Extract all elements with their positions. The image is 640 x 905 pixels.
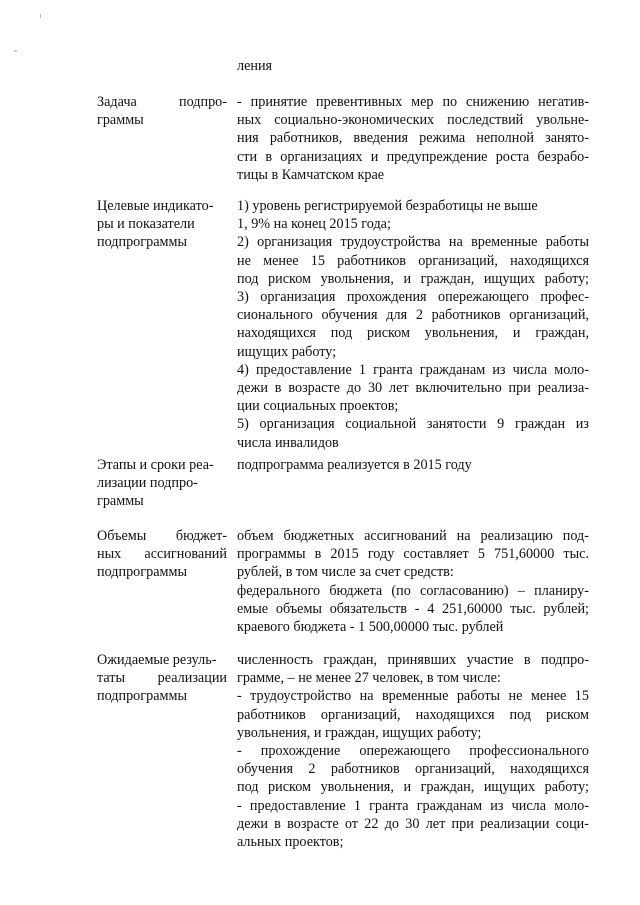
content-line: федерального бюджета (по согласованию) – планиру- bbox=[237, 582, 589, 599]
content-line: ния работников, введения режима неполной занято- bbox=[237, 130, 589, 147]
content-line: - предоставление 1 гранта гражданам из числа моло- bbox=[237, 797, 589, 814]
content-line: - принятие превентивных мер по снижению негатив- bbox=[237, 94, 589, 110]
label-line: ных ассигнований bbox=[97, 546, 227, 562]
row-content bbox=[237, 197, 589, 452]
content-line: дежи в возрасте от 22 до 30 лет при реализации соци- bbox=[237, 815, 589, 832]
row-label bbox=[97, 197, 227, 251]
content-line: ищущих работу; bbox=[237, 343, 337, 360]
row-content bbox=[237, 527, 589, 636]
label-line: лизации подпро- bbox=[97, 475, 198, 491]
label-line: граммы bbox=[97, 112, 144, 128]
content-line: ции социальных проектов; bbox=[237, 398, 399, 415]
content-line: рублей, в том числе за счет средств: bbox=[237, 564, 454, 581]
content-line: работников организаций, находящихся под риском bbox=[237, 706, 589, 723]
label-line: Задача подпро- bbox=[97, 94, 227, 110]
content-line: альных проектов; bbox=[237, 834, 344, 851]
content-line: числа инвалидов bbox=[237, 434, 339, 451]
carryover-text: ления bbox=[237, 58, 273, 74]
content-line: обучения 2 работников организаций, находящихся bbox=[237, 761, 589, 778]
row-label bbox=[97, 93, 227, 129]
content-line: сионального обучения для 2 работников организаций, bbox=[237, 307, 589, 324]
content-line: находящихся под риском увольнения, и граждан, bbox=[237, 325, 589, 342]
content-line: емые объемы обязательств - 4 251,60000 тыс. рублей; bbox=[237, 600, 589, 617]
content-line: дежи в возрасте до 30 лет включительно при реализа- bbox=[237, 380, 589, 397]
label-line: Целевые индикато- bbox=[97, 198, 214, 214]
label-line: таты реализации bbox=[97, 670, 227, 686]
label-line: Ожидаемые резуль- bbox=[97, 652, 217, 668]
content-line: 1) уровень регистрируемой безработицы не выше bbox=[237, 198, 538, 214]
content-line: под риском увольнения, и граждан, ищущих работу; bbox=[237, 270, 589, 287]
label-line: подпрограммы bbox=[97, 688, 187, 704]
label-line: Этапы и сроки реа- bbox=[97, 457, 214, 473]
content-line: под риском увольнения, и граждан, ищущих работу; bbox=[237, 779, 589, 796]
content-line: тицы в Камчатском крае bbox=[237, 166, 385, 183]
content-line: 2) организация трудоустройства на временные работы bbox=[237, 234, 589, 251]
row-label bbox=[97, 456, 227, 510]
content-line: 4) предоставление 1 гранта гражданам из числа моло- bbox=[237, 361, 589, 378]
label-line: ры и показатели bbox=[97, 216, 195, 232]
content-line: подпрограмма реализуется в 2015 году bbox=[237, 457, 472, 473]
label-line: граммы bbox=[97, 493, 144, 509]
row-content bbox=[237, 651, 589, 851]
content-line: объем бюджетных ассигнований на реализацию под- bbox=[237, 528, 589, 544]
content-line: сти в организациях и предупреждение роста безрабо- bbox=[237, 148, 589, 165]
content-line: 1, 9% на конец 2015 года; bbox=[237, 216, 391, 233]
content-line: - прохождение опережающего профессионального bbox=[237, 743, 589, 760]
content-line: численность граждан, принявших участие в подпро- bbox=[237, 652, 589, 668]
label-line: подпрограммы bbox=[97, 564, 187, 580]
content-line: увольнения, и граждан, ищущих работу; bbox=[237, 724, 482, 741]
row-label bbox=[97, 651, 227, 705]
label-line: Объемы бюджет- bbox=[97, 528, 227, 544]
row-label bbox=[97, 527, 227, 581]
row-content bbox=[237, 456, 589, 474]
scan-mark bbox=[40, 14, 41, 18]
content-line: краевого бюджета - 1 500,00000 тыс. рублей bbox=[237, 619, 504, 636]
scan-mark bbox=[14, 50, 17, 52]
label-line: подпрограммы bbox=[97, 234, 187, 250]
content-line: не менее 15 работников организаций, находящихся bbox=[237, 252, 589, 269]
content-line: 5) организация социальной занятости 9 граждан из bbox=[237, 416, 589, 433]
content-line: программы в 2015 году составляет 5 751,60000 тыс. bbox=[237, 546, 589, 563]
content-line: грамме, – не менее 27 человек, в том числе: bbox=[237, 670, 501, 687]
row-content bbox=[237, 93, 589, 184]
content-line: 3) организация прохождения опережающего профес- bbox=[237, 289, 589, 306]
content-line: ных социально-экономических последствий увольне- bbox=[237, 112, 589, 129]
content-line: - трудоустройство на временные работы не менее 15 bbox=[237, 688, 589, 705]
